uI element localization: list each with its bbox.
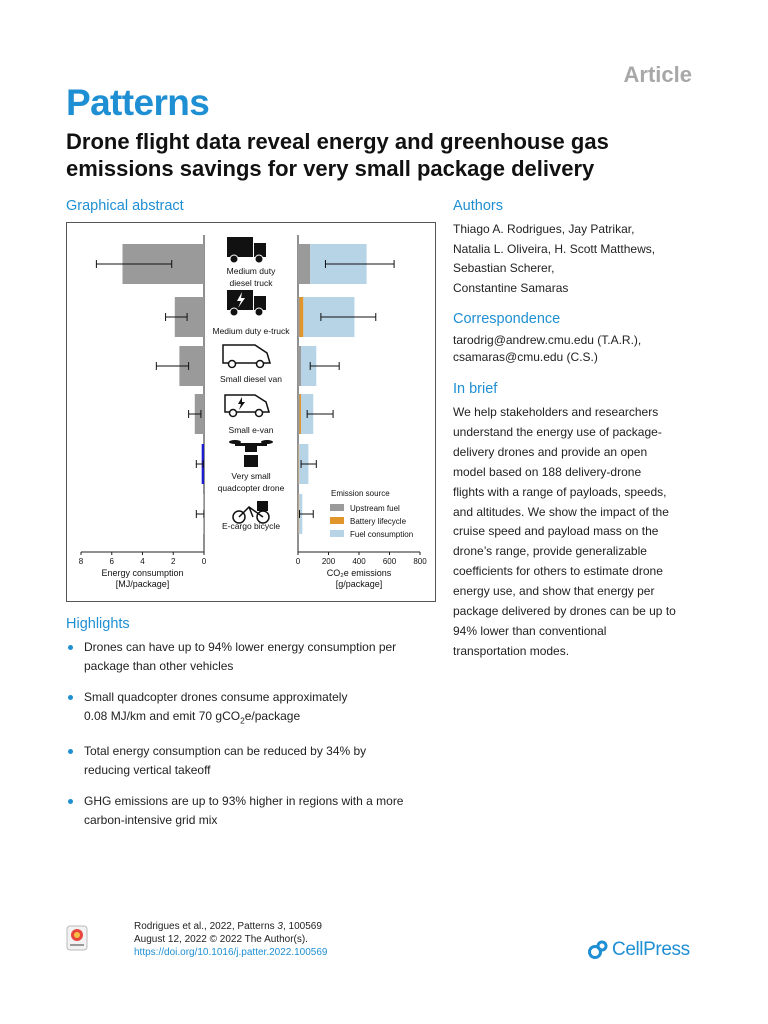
energy-tick-label: 0 [201, 557, 207, 566]
check-for-updates-icon[interactable] [66, 925, 88, 951]
bullet-icon [68, 749, 73, 754]
correspondence [453, 332, 723, 366]
legend-label: Upstream fuel [350, 504, 400, 513]
bullet-icon [68, 799, 73, 804]
legend-label: Fuel consumption [350, 530, 414, 539]
wheel [255, 308, 263, 316]
brief-line: and altitudes. We show the impact of the [453, 504, 669, 519]
energy-tick-label: 6 [109, 557, 114, 566]
graphical-abstract [66, 222, 436, 602]
author-line: Thiago A. Rodrigues, Jay Patrikar, [453, 222, 635, 236]
legend-label: Battery lifecycle [350, 517, 407, 526]
in-brief-heading: In brief [453, 381, 498, 397]
cargo-box [257, 501, 268, 511]
in-brief-text [453, 403, 715, 662]
wheel [256, 410, 263, 417]
category-label: E-cargo bicycle [221, 521, 281, 531]
author-line: Sebastian Scherer, [453, 261, 555, 275]
highlights-list [66, 638, 446, 842]
category-label: quadcopter drone [217, 483, 285, 493]
brief-line: delivery drones and provide an open [453, 444, 648, 459]
legend-title: Emission source [331, 489, 390, 498]
wheel [229, 361, 236, 368]
package-icon [244, 455, 258, 467]
legend-swatch [330, 517, 344, 524]
co2-tick-label: 800 [413, 557, 427, 566]
co2-bar-segment [298, 394, 300, 434]
authors-list [453, 220, 713, 298]
energy-axis-unit: [MJ/package] [115, 579, 170, 589]
brief-line: cruise speed and payload mass on the [453, 524, 659, 539]
category-label: Medium duty [226, 266, 276, 276]
brief-line: energy use, and show that energy per [453, 584, 655, 599]
drone-body [245, 446, 257, 452]
highlight-item: Small quadcopter drones consume approximately 0.08 MJ/km and emit 70 gCO$_2$e/package [66, 688, 446, 730]
article-type-label: Article [623, 62, 692, 87]
cellpress-icon [588, 940, 608, 960]
author-line: Natalia L. Oliveira, H. Scott Matthews, [453, 241, 656, 256]
cellpress-logo[interactable] [588, 936, 690, 964]
co2-bar-segment [300, 394, 302, 434]
co2-tick-label: 0 [295, 557, 301, 566]
bullet-icon [68, 695, 73, 700]
brief-line: flights with a range of payloads, speeds, [453, 484, 667, 499]
brief-line: coefficients for others to estimate drone [453, 564, 663, 579]
energy-tick-label: 8 [78, 557, 84, 566]
brief-line: drone’s range, provide generalizable [453, 544, 647, 559]
wheel [255, 255, 263, 263]
co2-axis-unit: [g/package] [335, 579, 383, 589]
highlight-item: GHG emissions are up to 93% higher in regions with a more carbon-intensive grid mix [66, 792, 446, 830]
paper-title: Drone flight data reveal energy and greenhouse gas emissions savings for very small package delivery [66, 129, 609, 181]
co2-bar-segment [300, 297, 304, 337]
wheel [230, 308, 238, 316]
co2-bar-segment [298, 346, 301, 386]
category-label: Very small [231, 471, 271, 481]
propeller [229, 440, 241, 444]
legend-swatch [330, 530, 344, 537]
citation: Rodrigues et al., 2022, Patterns 3, 100569 August 12, 2022 © 2022 The Author(s). https://doi.org/10.1016/j.patter.2022.100569 [134, 921, 328, 958]
co2-axis-title: CO₂e emissions [326, 568, 392, 578]
highlight-item: Drones can have up to 94% lower energy consumption per package than other vehicles [66, 638, 446, 676]
co2-tick-label: 600 [382, 557, 397, 566]
co2-tick-label: 400 [352, 557, 366, 566]
bullet-icon [68, 645, 73, 650]
energy-tick-label: 2 [171, 557, 176, 566]
publisher-name: CellPress [612, 939, 690, 960]
brief-line: package delivered by drones can be up to [453, 604, 676, 619]
energy-tick-label: 4 [140, 557, 145, 566]
authors-heading: Authors [453, 198, 503, 214]
legend-swatch [330, 504, 344, 511]
category-label: Small diesel van [220, 374, 282, 384]
doi-link[interactable]: https://doi.org/10.1016/j.patter.2022.100569 [134, 947, 328, 958]
co2-bar-segment [298, 444, 299, 484]
category-label: Medium duty e-truck [212, 326, 290, 336]
brief-line: 94% lower than conventional [453, 623, 607, 638]
wheel [230, 410, 237, 417]
correspondence-email[interactable]: csamaras@cmu.edu (C.S.) [453, 350, 598, 364]
truck-icon [227, 237, 253, 257]
co2-bar-segment [298, 494, 299, 534]
category-label: Small e-van [228, 425, 274, 435]
wheel [230, 255, 238, 263]
co2-tick-label: 200 [321, 557, 336, 566]
brief-line: We help stakeholders and researchers [453, 405, 659, 419]
brief-line: understand the energy use of package- [453, 424, 662, 439]
author-line: Constantine Samaras [453, 280, 569, 295]
brief-line: model based on 188 delivery-drone [453, 464, 642, 479]
energy-axis-title: Energy consumption [101, 568, 184, 578]
drone-arm [235, 443, 267, 446]
journal-name: Patterns [66, 82, 210, 123]
co2-bar-segment [298, 244, 310, 284]
category-label: diesel truck [229, 278, 273, 288]
wheel [257, 361, 264, 368]
co2-bar-segment [298, 297, 300, 337]
graphical-abstract-heading: Graphical abstract [66, 198, 184, 214]
correspondence-heading: Correspondence [453, 311, 561, 327]
brief-line: transportation modes. [453, 643, 570, 658]
graphical-abstract-chart [67, 223, 435, 601]
highlight-item: Total energy consumption can be reduced by 34% by reducing vertical takeoff [66, 742, 446, 780]
propeller [261, 440, 273, 444]
highlights-heading: Highlights [66, 616, 130, 632]
correspondence-email[interactable]: tarodrig@andrew.cmu.edu (T.A.R.), [453, 333, 642, 347]
